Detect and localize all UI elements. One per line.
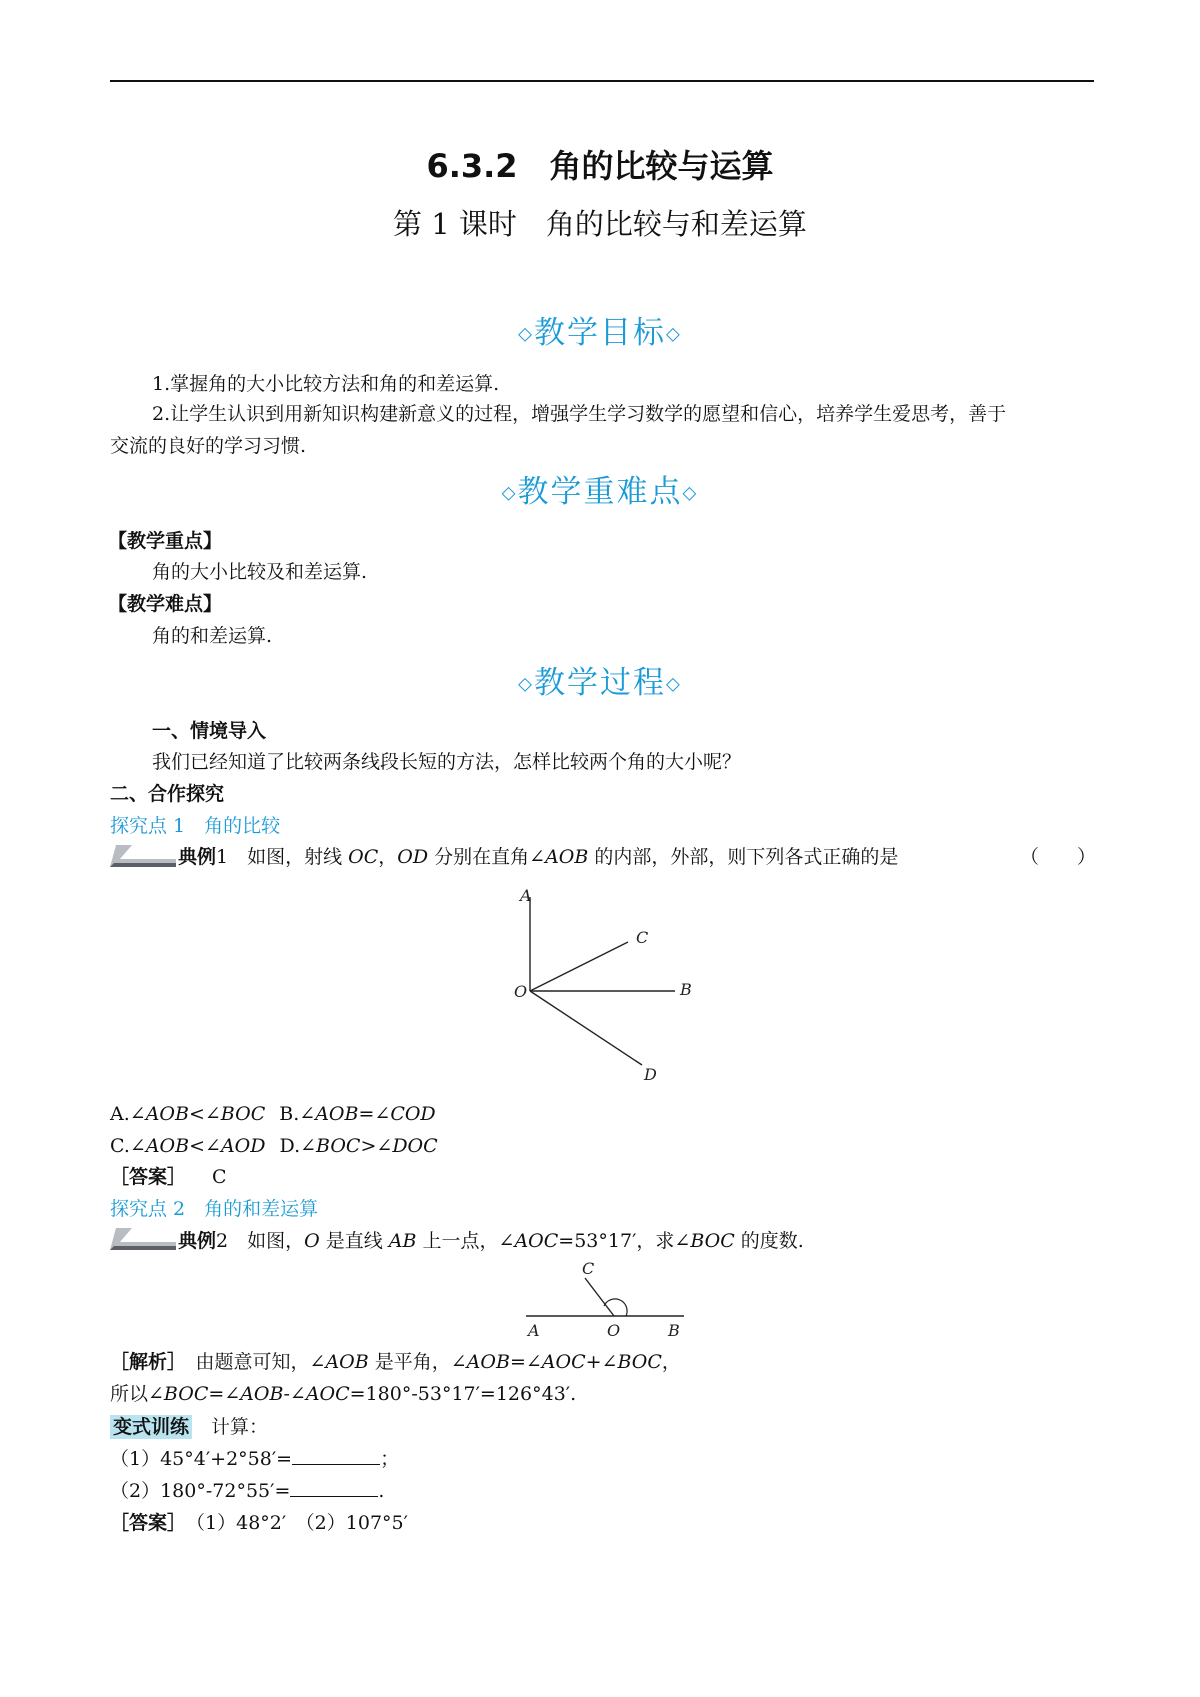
options-row-2 (110, 1137, 438, 1156)
analysis-text: ， (661, 1351, 681, 1373)
angle-boc: BOC (163, 1383, 209, 1405)
label-o: O (607, 1321, 621, 1340)
objective-item-2-line1: 2.让学生认识到用新知识构建新意义的过程，增强学生学习数学的愿望和信心，培养学生爱思考，善于 (152, 403, 1007, 425)
analysis-text: 是平角，∠ (368, 1351, 467, 1373)
option-a-v2: BOC (220, 1103, 266, 1125)
option-b-v1: AOB (315, 1103, 359, 1125)
ray-oc-line (530, 942, 628, 991)
label-d: D (644, 1065, 657, 1084)
stem-text: =53°17′，求∠ (558, 1230, 691, 1252)
analysis-text: =∠ (208, 1383, 241, 1405)
stem-text: 的内部，外部，则下列各式正确的是 (588, 846, 899, 868)
answer-value: C (212, 1166, 227, 1188)
analysis-text: 所以∠ (110, 1383, 164, 1405)
variant-training (110, 1418, 268, 1437)
angle-aob: AOB (545, 846, 589, 868)
analysis-text: +∠ (585, 1351, 618, 1373)
option-a-op: <∠ (188, 1103, 221, 1125)
stem-text: 的度数. (734, 1230, 804, 1252)
diamond-icon: ◇ (666, 323, 682, 345)
variant-text: 计算： (192, 1416, 269, 1438)
analysis-text: 由题意可知，∠ (176, 1351, 326, 1373)
stem-text: 如图，射线 (228, 846, 349, 868)
question-text: （2）180°-72°55′= (110, 1480, 291, 1502)
stem-text: 是直线 (319, 1230, 389, 1252)
option-b-op: =∠ (358, 1103, 391, 1125)
option-d-op: >∠ (360, 1135, 393, 1157)
stem-text: 如图， (228, 1230, 305, 1252)
part2-title: 二、合作探究 (110, 783, 225, 805)
angle-aob: AOB (240, 1383, 284, 1405)
objective-item-1: 1.掌握角的大小比较方法和角的和差运算. (152, 373, 500, 395)
label-b: B (668, 1321, 680, 1340)
diamond-icon: ◇ (682, 482, 699, 504)
example-2-stem (178, 1232, 804, 1251)
question-end: . (378, 1480, 385, 1502)
ray-oc: OC (348, 846, 379, 868)
label-b: B (680, 980, 692, 999)
line-ab: AB (388, 1230, 417, 1252)
example-1-answer (110, 1168, 227, 1187)
angle-boc: BOC (690, 1230, 735, 1252)
answer-label: ［答案］ (110, 1166, 187, 1188)
part1-title: 一、情境导入 (152, 720, 267, 742)
option-a: A.∠ (110, 1103, 146, 1125)
figure-angle-rays (510, 885, 710, 1085)
difficulty-label: 【教学难点】 (108, 593, 223, 615)
explore-point-2: 探究点 2 角的和差运算 (110, 1198, 319, 1220)
analysis-line-1 (110, 1353, 681, 1372)
variant-question-1 (110, 1450, 399, 1469)
focus-label: 【教学重点】 (108, 530, 223, 552)
analysis-text: -∠ (283, 1383, 306, 1405)
angle-aoc: AOC (305, 1383, 350, 1405)
ray-od: OD (397, 846, 429, 868)
option-b-v2: COD (390, 1103, 436, 1125)
ray-oc-stroke (585, 1278, 614, 1316)
example-1-label: 典例 (178, 846, 217, 868)
variant-label: 变式训练 (110, 1415, 192, 1439)
focus-text: 角的大小比较及和差运算. (152, 561, 368, 583)
option-d: D.∠ (279, 1135, 317, 1157)
example-2-num: 2 (216, 1230, 229, 1252)
label-o: O (514, 982, 528, 1001)
question-text: （1）45°4′+2°58′= (110, 1448, 293, 1470)
option-c-v2: AOD (220, 1135, 266, 1157)
objective-item-2-line2: 交流的良好的学习习惯. (110, 435, 307, 457)
example-1-num: 1 (216, 846, 229, 868)
fill-blank[interactable] (290, 1482, 378, 1497)
analysis-line-2 (110, 1385, 576, 1404)
option-d-v1: BOC (316, 1135, 361, 1157)
example-tag-icon (110, 845, 176, 867)
variant-question-2 (110, 1482, 384, 1501)
option-d-v2: DOC (392, 1135, 438, 1157)
example-2-label: 典例 (178, 1230, 217, 1252)
stem-text: 分别在直角∠ (428, 846, 546, 868)
fill-blank[interactable] (292, 1450, 380, 1465)
process-heading-text: 教学过程 (534, 665, 666, 701)
angle-aoc: AOC (541, 1351, 586, 1373)
example-tag-icon (110, 1228, 176, 1250)
point-o: O (304, 1230, 320, 1252)
label-c: C (582, 1260, 595, 1278)
diamond-icon: ◇ (518, 673, 534, 695)
lesson-title: 6.3.2 角的比较与运算 (426, 147, 774, 185)
label-c: C (636, 928, 649, 947)
angle-aob: AOB (466, 1351, 510, 1373)
header-rule (110, 80, 1094, 82)
option-c-op: <∠ (189, 1135, 221, 1157)
ray-od-line (530, 991, 642, 1065)
option-b: B.∠ (279, 1103, 316, 1125)
explore-point-1: 探究点 1 角的比较 (110, 815, 281, 837)
difficulty-text: 角的和差运算. (152, 625, 273, 647)
diamond-icon: ◇ (501, 482, 518, 504)
objectives-heading-text: 教学目标 (534, 315, 666, 351)
keypoints-heading (0, 474, 1200, 510)
label-a: A (520, 886, 532, 905)
objectives-heading (0, 315, 1200, 351)
stem-text: ， (378, 846, 398, 868)
option-c-v1: AOB (145, 1135, 190, 1157)
variant-answer (110, 1514, 408, 1533)
option-a-v1: AOB (145, 1103, 189, 1125)
answer-value: （1）48°2′ （2）107°5′ (176, 1512, 408, 1534)
option-c: C.∠ (110, 1135, 146, 1157)
analysis-text: =180°-53°17′=126°43′. (349, 1383, 577, 1405)
angle-aoc: AOC (514, 1230, 559, 1252)
example-1-stem (178, 848, 898, 867)
stem-text: 上一点，∠ (416, 1230, 515, 1252)
process-heading (0, 665, 1200, 701)
diamond-icon: ◇ (666, 673, 682, 695)
answer-label: ［答案］ (110, 1512, 177, 1534)
question-end: ； (380, 1448, 400, 1470)
analysis-label: ［解析］ (110, 1351, 177, 1373)
analysis-text: =∠ (509, 1351, 542, 1373)
part1-text: 我们已经知道了比较两条线段长短的方法，怎样比较两个角的大小呢？ (152, 751, 742, 773)
angle-boc: BOC (617, 1351, 662, 1373)
diamond-icon: ◇ (518, 323, 534, 345)
figure-straight-line (520, 1260, 690, 1340)
keypoints-heading-text: 教学重难点 (517, 474, 683, 510)
angle-aob: AOB (325, 1351, 369, 1373)
lesson-subtitle: 第 1 课时 角的比较与和差运算 (393, 207, 807, 241)
answer-blank-paren: （ ） (1020, 846, 1097, 868)
options-row-1 (110, 1105, 436, 1124)
label-a: A (528, 1321, 540, 1340)
